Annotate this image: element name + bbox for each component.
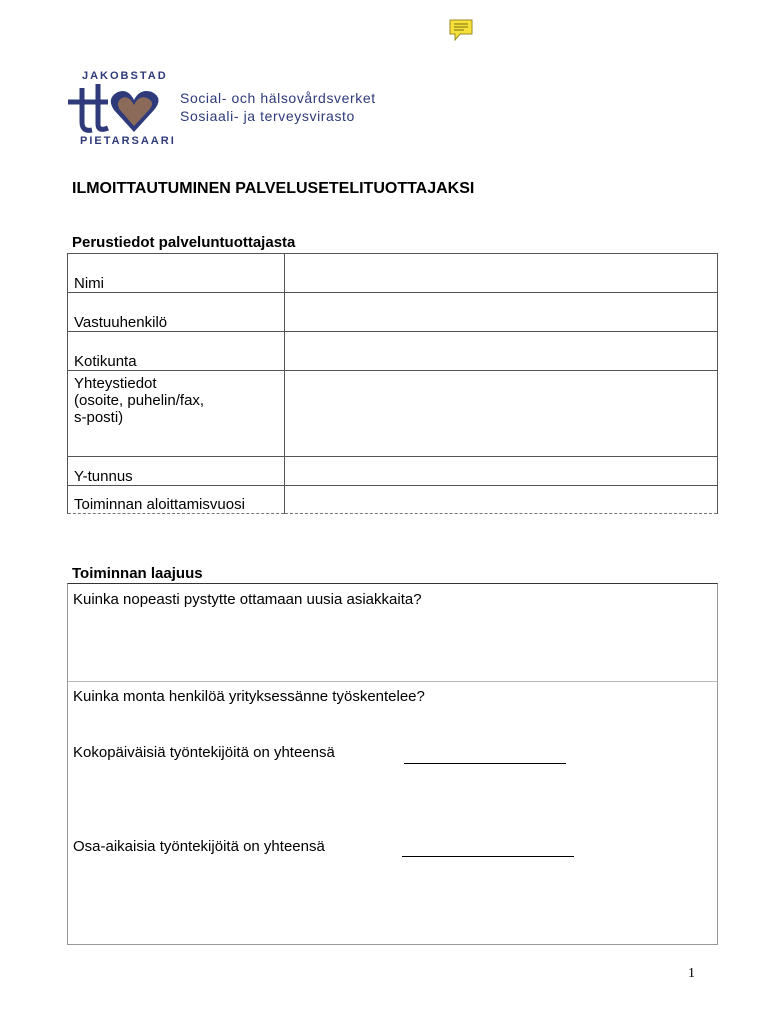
table-row <box>68 254 718 293</box>
section-scope-heading: Toiminnan laajuus <box>72 565 203 582</box>
value-field[interactable] <box>285 457 718 486</box>
full-time-blank-line[interactable] <box>404 762 566 764</box>
row-label: Yhteystiedot (osoite, puhelin/fax, s-posti) <box>68 371 285 457</box>
table-row <box>68 371 718 457</box>
full-time-label: Kokopäiväisiä työntekijöitä on yhteensä <box>73 744 335 761</box>
row-label: Toiminnan aloittamisvuosi <box>68 486 285 514</box>
table-row <box>68 332 718 371</box>
divider <box>68 681 717 682</box>
row-label: Y-tunnus <box>68 457 285 486</box>
page-number: 1 <box>688 966 695 981</box>
table-row <box>68 486 718 514</box>
document-title: ILMOITTAUTUMINEN PALVELUSETELITUOTTAJAKSI <box>72 180 475 197</box>
row-label: Nimi <box>68 254 285 293</box>
row-label: Vastuuhenkilö <box>68 293 285 332</box>
question-capacity: Kuinka nopeasti pystytte ottamaan uusia asiakkaita? <box>73 591 422 608</box>
part-time-blank-line[interactable] <box>402 855 574 857</box>
heart-logo-icon <box>64 80 174 136</box>
row-label: Kotikunta <box>68 332 285 371</box>
value-field[interactable] <box>285 293 718 332</box>
basic-info-table <box>67 253 718 514</box>
section-basic-info-heading: Perustiedot palveluntuottajasta <box>72 234 296 251</box>
organization-logo <box>64 70 404 148</box>
value-field[interactable] <box>285 332 718 371</box>
table-row <box>68 293 718 332</box>
question-part-time <box>73 838 325 855</box>
question-employees: Kuinka monta henkilöä yrityksessänne työskentelee? <box>73 688 425 705</box>
scope-answer-box[interactable] <box>67 583 718 945</box>
logo-bottom-text: PIETARSAARI <box>80 135 176 147</box>
logo-top-text: JAKOBSTAD <box>82 70 168 82</box>
question-full-time <box>73 744 335 761</box>
logo-line-finnish: Sosiaali- ja terveysvirasto <box>180 108 355 124</box>
value-field[interactable] <box>285 254 718 293</box>
part-time-label: Osa-aikaisia työntekijöitä on yhteensä <box>73 838 325 855</box>
value-field[interactable] <box>285 486 718 514</box>
logo-line-swedish: Social- och hälsovårdsverket <box>180 90 376 106</box>
comment-icon[interactable] <box>448 18 474 42</box>
table-row <box>68 457 718 486</box>
value-field[interactable] <box>285 371 718 457</box>
